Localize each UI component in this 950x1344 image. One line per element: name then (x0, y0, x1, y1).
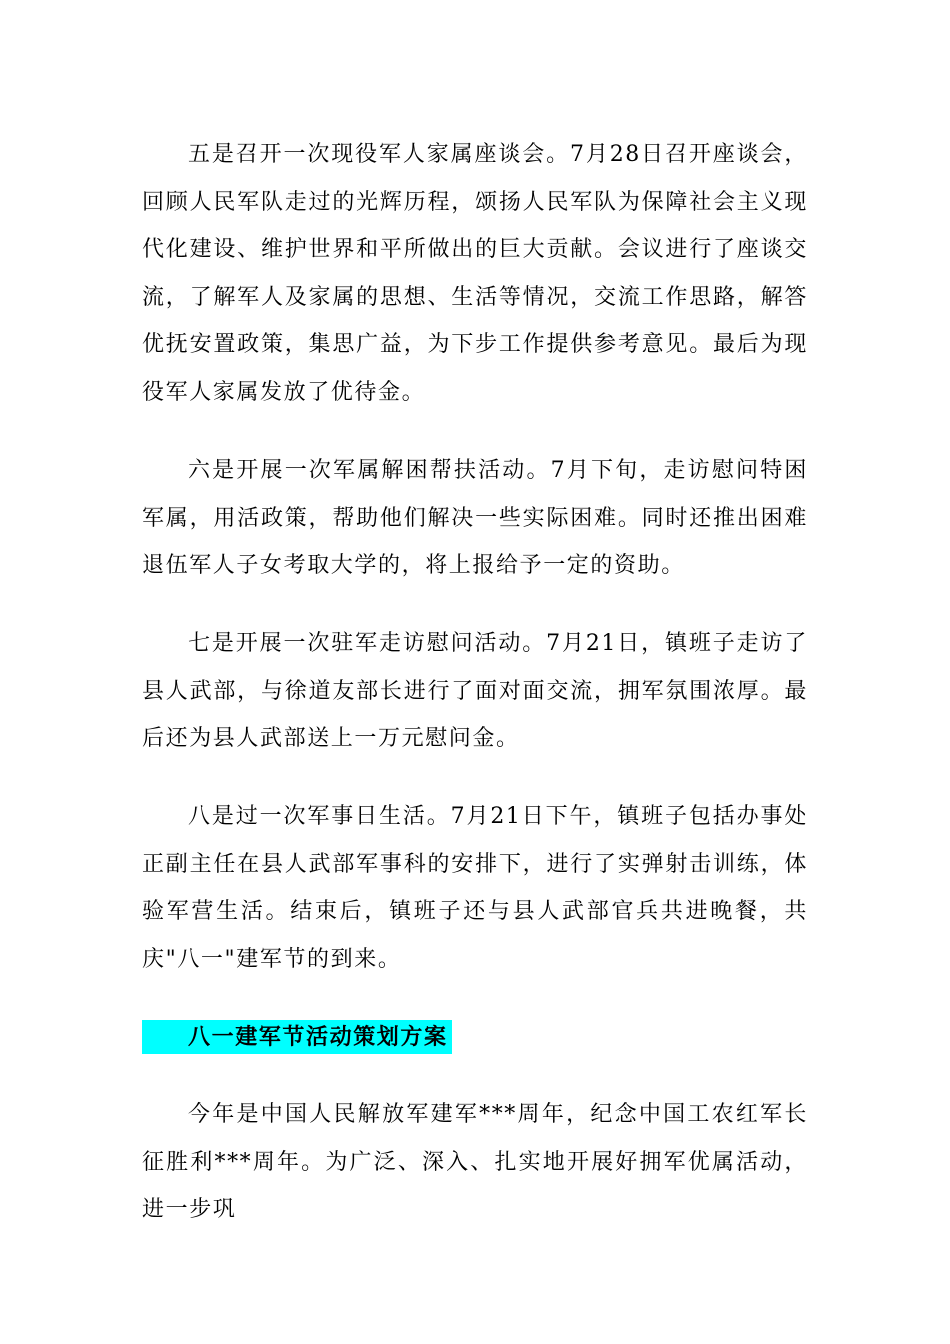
paragraph-intro: 今年是中国人民解放军建军***周年，纪念中国工农红军长征胜利***周年。为广泛、深入、扎实地开展好拥军优属活动，进一步巩 (142, 1102, 808, 1222)
section-heading: 八一建军节活动策划方案 (142, 1020, 452, 1054)
paragraph-six: 六是开展一次军属解困帮扶活动。7月下旬，走访慰问特困军属，用活政策，帮助他们解决一些实际困难。同时还推出困难退伍军人子女考取大学的，将上报给予一定的资助。 (142, 458, 808, 578)
paragraph-seven: 七是开展一次驻军走访慰问活动。7月21日，镇班子走访了县人武部，与徐道友部长进行了面对面交流，拥军氛围浓厚。最后还为县人武部送上一万元慰问金。 (142, 631, 808, 751)
paragraph-eight: 八是过一次军事日生活。7月21日下午，镇班子包括办事处正副主任在县人武部军事科的安排下，进行了实弹射击训练，体验军营生活。结束后，镇班子还与县人武部官兵共进晚餐，共庆"八一"建军节的到来。 (142, 804, 808, 972)
paragraph-five: 五是召开一次现役军人家属座谈会。7月28日召开座谈会，回顾人民军队走过的光辉历程，颂扬人民军队为保障社会主义现代化建设、维护世界和平所做出的巨大贡献。会议进行了座谈交流，了解军人及家属的思想、生活等情况，交流工作思路，解答优抚安置政策，集思广益，为下步工作提供参考意见。最后为现役军人家属发放了优待金。 (142, 142, 808, 405)
